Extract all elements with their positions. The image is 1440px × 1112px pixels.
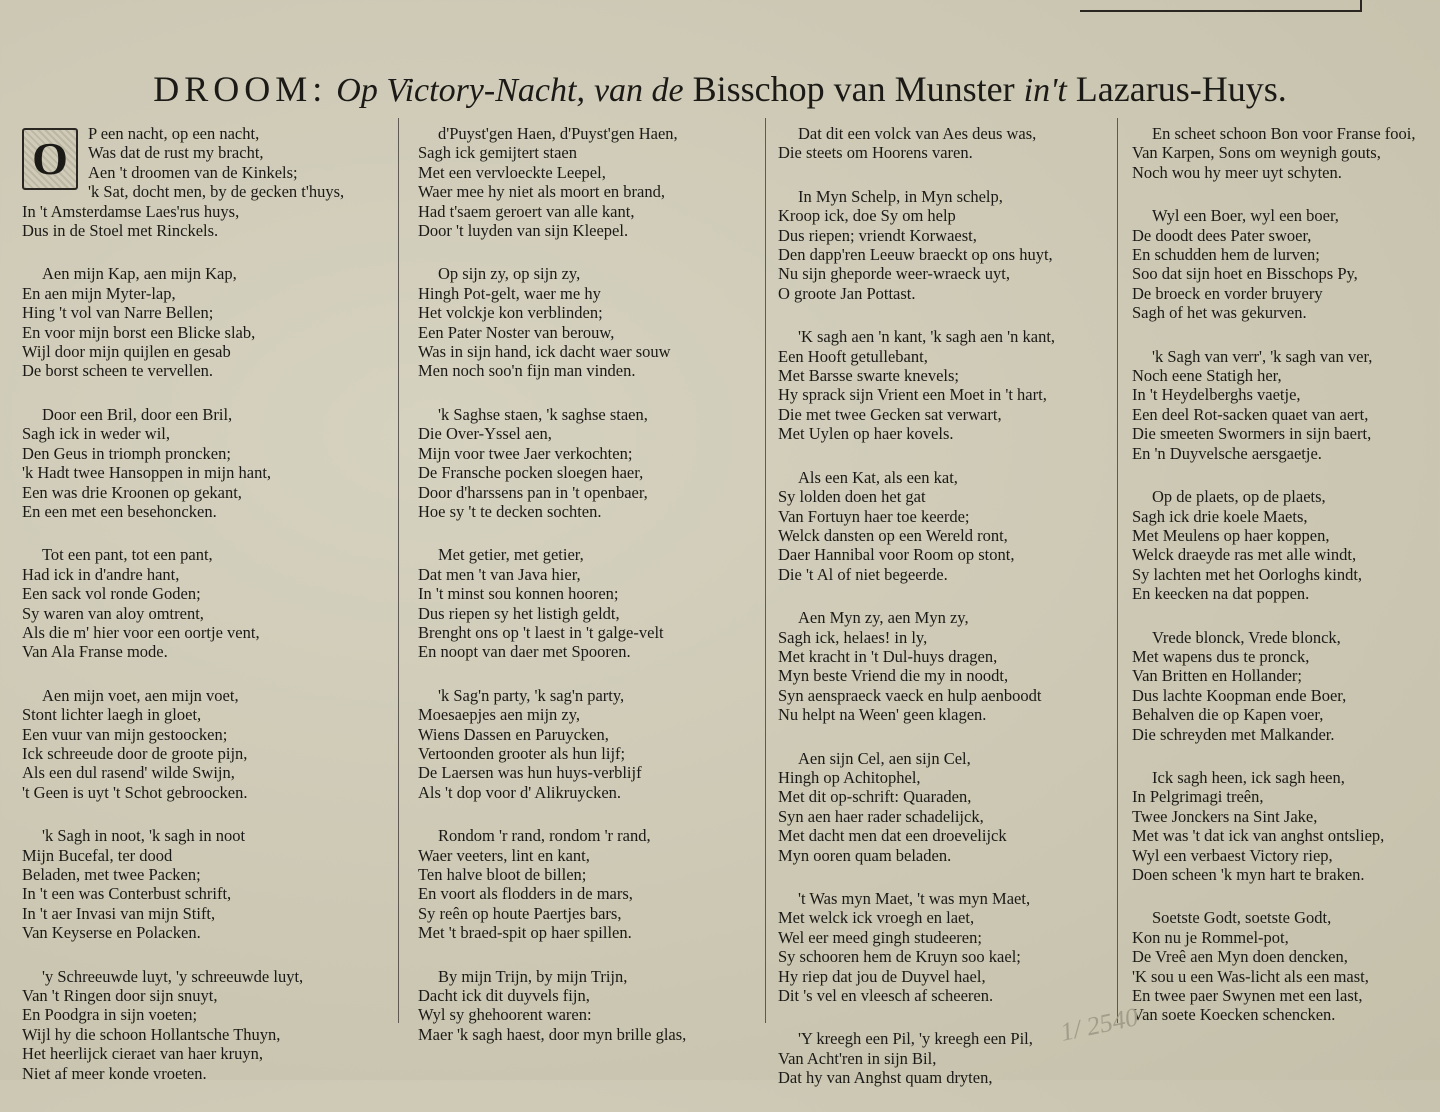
poem-line: Men noch soo'n fijn man vinden. [418,361,636,381]
stanza [22,405,382,521]
poem-line: De Laersen was hun huys-verblijf [418,763,642,783]
poem-column-3 [778,124,1108,1112]
poem-line: Met Uylen op haer kovels. [778,424,954,444]
poem-line: En noopt van daer met Spooren. [418,642,631,662]
poem-line: Het volckje kon verblinden; [418,303,603,323]
stanza [1132,124,1432,182]
poem-line: 'K sagh aen 'n kant, 'k sagh aen 'n kant, [798,327,1056,347]
poem-line: Die met twee Gecken sat verwart, [778,404,1002,424]
poem-line: 'k Sat, docht men, by de gecken t'huys, [88,182,345,202]
stanza [778,749,1108,865]
poem-line: Den dapp'ren Leeuw braeckt op ons huyt, [778,245,1053,265]
poem-line: By mijn Trijn, by mijn Trijn, [438,966,628,986]
poem-line: Ten halve bloot de billen; [418,865,587,884]
poem-line: Wiens Dassen en Paruycken, [418,724,609,744]
poem-line: Dat dit een volck van Aes deus was, [798,124,1037,143]
poem-line: Dus riepen sy het listigh geldt, [418,603,620,623]
poem-line: 'y Schreeuwde luyt, 'y schreeuwde luyt, [42,966,304,986]
poem-line: Hingh op Achitophel, [778,767,921,787]
poem-line: Die schreyden met Malkander. [1132,724,1335,744]
poem-line: Van soete Koecken schencken. [1132,1005,1336,1025]
stanza [418,826,758,942]
poem-line: Den Geus in triomph proncken; [22,443,231,463]
poem-line: Als een Kat, als een kat, [798,467,958,487]
poem-line: Als die m' hier voor een oortje vent, [22,622,260,642]
stanza [22,545,382,661]
poem-line: En keecken na dat poppen. [1132,584,1310,604]
poem-line: Wel eer meed gingh studeeren; [778,927,982,947]
poem-line: Met dacht men dat een droevelijck [778,826,1007,846]
poem-line: Ick sagh heen, ick sagh heen, [1152,767,1345,787]
poem-line: En voor mijn borst een Blicke slab, [22,322,256,342]
poem-line: Tot een pant, tot een pant, [42,545,213,565]
poem-line: Rondom 'r rand, rondom 'r rand, [438,826,651,846]
poem-line: In 't Heydelberghs vaetje, [1132,385,1301,405]
poem-line: Doen scheen 'k myn hart te braken. [1132,865,1365,884]
poem-line: Die smeeten Swormers in sijn baert, [1132,424,1372,444]
poem-line: Wyl een verbaest Victory riep, [1132,845,1333,865]
poem-line: Sy schooren hem de Kruyn soo kael; [778,947,1021,967]
poem-line: Dus in de Stoel met Rinckels. [22,221,219,241]
poem-line: Welck draeyde ras met alle windt, [1132,545,1357,565]
poem-line: En aen mijn Myter-lap, [22,283,176,303]
stanza [778,468,1108,584]
poem-column-4 [1132,124,1432,1049]
stanza [418,124,758,240]
poem-line: Dat men 't van Java hier, [418,564,581,584]
page-title [0,64,1440,116]
poem-line: En 'n Duyvelsche aersgaetje. [1132,443,1322,463]
poem-line: Soetste Godt, soetste Godt, [1152,908,1332,928]
poem-line: Wyl een Boer, wyl een boer, [1152,206,1339,226]
poem-line: Dit 's vel en vleesch af scheeren. [778,986,994,1006]
title-word: DROOM: [153,69,328,109]
poem-line: Van Ala Fransе mode. [22,642,168,662]
poem-line: De borst scheen te vervellen. [22,361,214,381]
poem-line: Die 't Al of niet begeerde. [778,564,948,584]
stanza [1132,768,1432,884]
poem-line: Niet af meer konde vroeten. [22,1063,207,1083]
poem-line: Mijn voor twee Jaer verkochten; [418,443,633,463]
poem-line: Vrede blonck, Vrede blonck, [1152,627,1341,647]
poem-line: Met een vervloeckte Leepel, [418,162,606,182]
poem-line: Met welck ick vroegh en laet, [778,908,975,928]
poem-line: Ick schreeude door de groote pijn, [22,743,248,763]
poem-line: Die steets om Hoorens varen. [778,143,973,163]
stanza [1132,628,1432,744]
poem-line: Aen mijn voet, aen mijn voet, [42,685,239,705]
poem-line: Was in sijn hand, ick dacht waer souw [418,342,671,362]
poem-line: d'Puyst'gen Haen, d'Puyst'gen Haen, [438,124,678,143]
stanza [778,187,1108,303]
poem-line: Als een dul rasend' wilde Swijn, [22,763,235,783]
stanza [22,826,382,942]
poem-line: Wijl hy die schoon Hollantsche Thuyn, [22,1024,281,1044]
poem-line: Met Barsse swarte knevels; [778,366,959,386]
poem-line: Met was 't dat ick van anghst ontsliep, [1132,826,1385,846]
poem-line: Maer 'k sagh haest, door myn brille glas, [418,1024,687,1044]
poem-line: Waer mee hy niet als moort en brand, [418,182,666,202]
stanza [22,967,382,1083]
title-middle: van de [593,72,684,109]
stanza [418,686,758,802]
stanza [22,264,382,380]
poem-line: Hy riep dat jou de Duyvel hael, [778,966,986,986]
poem-line: Met getier, met getier, [438,545,584,565]
poem-line: Aen mijn Kap, aen mijn Kap, [42,264,237,284]
poem-line: Hing 't vol van Narre Bellen; [22,303,214,323]
column-separator [765,118,766,1023]
poem-line: Van Britten en Hollander; [1132,666,1302,686]
poem-line: Noch eene Statigh her, [1132,366,1282,386]
poem-line: Sagh ick drie koele Maets, [1132,506,1308,526]
poem-line: Sy reên op houte Paertjes bars, [418,903,622,923]
poem-line: Dat hy van Anghst quam dryten, [778,1068,993,1088]
poem-line: In 't aer Invasi van mijn Stift, [22,903,216,923]
poem-line: In 't Amsterdamse Laes'rus huys, [22,201,240,221]
poem-line: Waer veeters, lint en kant, [418,845,590,865]
poem-line: Als 't dop voor d' Alikruycken. [418,782,622,802]
poem-line: Was dat de rust my bracht, [88,143,264,163]
poem-line: Daer Hannibal voor Room op stont, [778,545,1015,565]
poem-line: Myn ooren quam beladen. [778,845,952,865]
poem-line: Aen 't droomen van de Kinkels; [88,162,298,182]
poem-line: In 't een was Conterbust schrift, [22,884,232,904]
poem-line: 'k Saghse staen, 'k saghse staen, [438,404,648,424]
poem-line: Aen sijn Cel, aen sijn Cel, [798,748,971,768]
poem-line: Een Pater Noster van berouw, [418,322,615,342]
poem-line: Van Keyserse en Polacken. [22,923,201,943]
stanza [778,889,1108,1005]
poem-line: Van 't Ringen door sijn snuyt, [22,986,218,1006]
stanza [22,124,382,240]
stanza [778,1029,1108,1087]
title-place: Lazarus-Huys. [1075,69,1287,109]
poem-line: Een Hooft getullebant, [778,346,928,366]
poem-line: Sagh ick gemijtert staen [418,143,577,163]
poem-line: Noch wou hy meer uyt schyten. [1132,162,1342,182]
poem-line: Syn aen haer rader schadelijck, [778,806,984,826]
poem-line: 'k Sag'n party, 'k sag'n party, [438,685,625,705]
poem-line: Van Karpen, Sons om weynigh gouts, [1132,143,1381,163]
poem-line: 'k Sagh in noot, 'k sagh in noot [42,826,246,846]
stanza [1132,908,1432,1024]
poem-line: Kon nu je Rommel-pot, [1132,927,1289,947]
poem-line: Welck dansten op een Wereld ront, [778,525,1008,545]
stanza [1132,487,1432,603]
poem-line: In 't minst sou konnen hooren; [418,584,619,604]
title-in: in't [1023,72,1067,109]
poem-line: Door een Bril, door een Bril, [42,404,233,424]
poem-line: Mijn Bucefal, ter dood [22,845,173,865]
poem-line: Vertoonden grooter als hun lijf; [418,743,626,763]
poem-line: Een vuur van mijn gestoocken; [22,724,228,744]
poem-line: De doodt dees Pater swoer, [1132,225,1312,245]
poem-column-1 [22,124,382,1107]
dropcap-initial: O [22,128,78,190]
poem-line: Wijl door mijn quijlen en gesab [22,342,231,362]
stanza [1132,347,1432,463]
poem-line: Brenght ons op 't laest in 't galge-velt [418,622,664,642]
poem-line: Nu helpt na Ween' geen klagen. [778,705,987,725]
poem-line: Syn aensprаeck vaeck en hulp aenboodt [778,685,1042,705]
poem-line: En voort als flodders in de mars, [418,884,633,904]
title-subtitle: Op Victory-Nacht, [336,72,585,109]
poem-column-2 [418,124,758,1068]
poem-line: Stont lichter laegh in gloet, [22,705,202,725]
poem-line: 'Y kreegh een Pil, 'y kreegh een Pil, [798,1029,1033,1049]
poem-line: Dus lachte Koopman ende Boer, [1132,685,1347,705]
poem-line: Myn beste Vriend die my in noodt, [778,666,1009,686]
poem-line: Die Over-Yssel aen, [418,424,552,444]
stanza [1132,206,1432,322]
corner-border-fragment [1080,0,1362,12]
poem-line: Twee Jonckers na Sint Jake, [1132,806,1318,826]
poem-line: Een deel Rot-sacken quaet van aert, [1132,404,1369,424]
poem-line: Aen Myn zy, aen Myn zy, [798,608,969,628]
poem-line: Met Meulens op haer koppen, [1132,525,1330,545]
stanza [418,405,758,521]
poem-line: Kroop ick, doe Sy om help [778,206,956,226]
column-separator [398,118,399,1023]
poem-line: Dus riepen; vriendt Korwaest, [778,225,977,245]
poem-line: 'k Hadt twee Hansoppen in mijn hant, [22,463,272,483]
stanza [778,327,1108,443]
poem-line: Met dit op-schrift: Quaraden, [778,787,972,807]
stanza [778,608,1108,724]
poem-line: Met 't braed-spit op haer spillen. [418,923,632,943]
poem-line: Met wapens dus te pronck, [1132,646,1310,666]
poem-line: En twee paer Swynen met een last, [1132,986,1363,1006]
poem-line: Nu sijn gheporde weer-wraeck uyt, [778,264,1010,284]
poem-line: En schudden hem de lurven; [1132,245,1320,265]
poem-line: Sy lolden doen het gat [778,487,926,507]
poem-line: P een nacht, op een nacht, [88,124,260,143]
stanza [418,264,758,380]
stanza [418,545,758,661]
poem-line: Sagh of het was gekurven. [1132,303,1307,323]
margin-pencil-note: 1/ 2540 [1057,1002,1141,1047]
poem-line: Had t'saem geroert van alle kant, [418,201,635,221]
poem-line: Wyl sy ghehoorent waren: [418,1005,592,1025]
poem-line: Op de plaets, op de plaets, [1152,487,1326,507]
poem-line: De Vreê aen Myn doen dencken, [1132,947,1348,967]
poem-line: Sagh ick, helaes! in ly, [778,627,928,647]
poem-line: Een was drie Kroonen op gekant, [22,482,242,502]
poem-line: Dacht ick dit duyvels fijn, [418,986,590,1006]
poem-line: Sagh ick in weder wil, [22,424,171,444]
poem-line: 't Was myn Maet, 't was myn Maet, [798,889,1031,908]
poem-line: Met kracht in 't Dul-huys dragen, [778,646,998,666]
poem-line: In Pelgrimagi treên, [1132,787,1264,807]
stanza [22,686,382,802]
poem-line: 'K sou u een Was-licht als een mast, [1132,966,1369,986]
poem-line: Moesaepjes aen mijn zy, [418,705,581,725]
title-bishop: Bisschop van Munster [692,69,1015,109]
poem-line: O groote Jan Pottast. [778,283,916,303]
poem-line: Op sijn zy, op sijn zy, [438,264,581,284]
poem-line: Door 't luyden van sijn Kleepel. [418,221,629,241]
poem-line: Hy sprack sijn Vrient een Moet in 't hart, [778,385,1047,405]
poem-line: En een met een besehoncken. [22,501,217,521]
poem-line: 't Geen is uyt 't Schot gebroocken. [22,782,248,802]
poem-line: Sy lachten met het Oorloghs kindt, [1132,564,1363,584]
poem-line: Door d'harssens pan in 't openbaer, [418,482,648,502]
poem-line: Van Fortuyn haer toe keerde; [778,506,970,526]
poem-line: Hoe sy 't te decken sochten. [418,501,602,521]
poem-line: En scheet schoon Bon voor Franse fooi, [1152,124,1416,143]
poem-line: Het heerlijck cieraet van haer kruyn, [22,1044,263,1064]
poem-line: Had ick in d'andre hant, [22,564,180,584]
poem-line: De broeck en vorder bruyery [1132,283,1323,303]
poem-line: Hingh Pot-gelt, waer me hy [418,283,601,303]
stanza [778,124,1108,163]
poem-line: En Poodgra in sijn voeten; [22,1005,198,1025]
poem-line: Soo dat sijn hoet en Bisschops Py, [1132,264,1358,284]
poem-line: Een sack vol ronde Goden; [22,584,201,604]
poem-line: De Fransche pocken sloegen haer, [418,463,644,483]
stanza [418,967,758,1045]
poem-line: In Myn Schelp, in Myn schelp, [798,186,1003,206]
poem-line: Beladen, met twee Packen; [22,865,201,884]
poem-line: Van Acht'ren in sijn Bil, [778,1048,937,1068]
poem-line: 'k Sagh van verr', 'k sagh van ver, [1152,346,1373,366]
poem-line: Behalven die op Kapen voer, [1132,705,1324,725]
column-separator [1117,118,1118,1023]
poem-line: Sy waren van aloy omtrent, [22,603,204,623]
